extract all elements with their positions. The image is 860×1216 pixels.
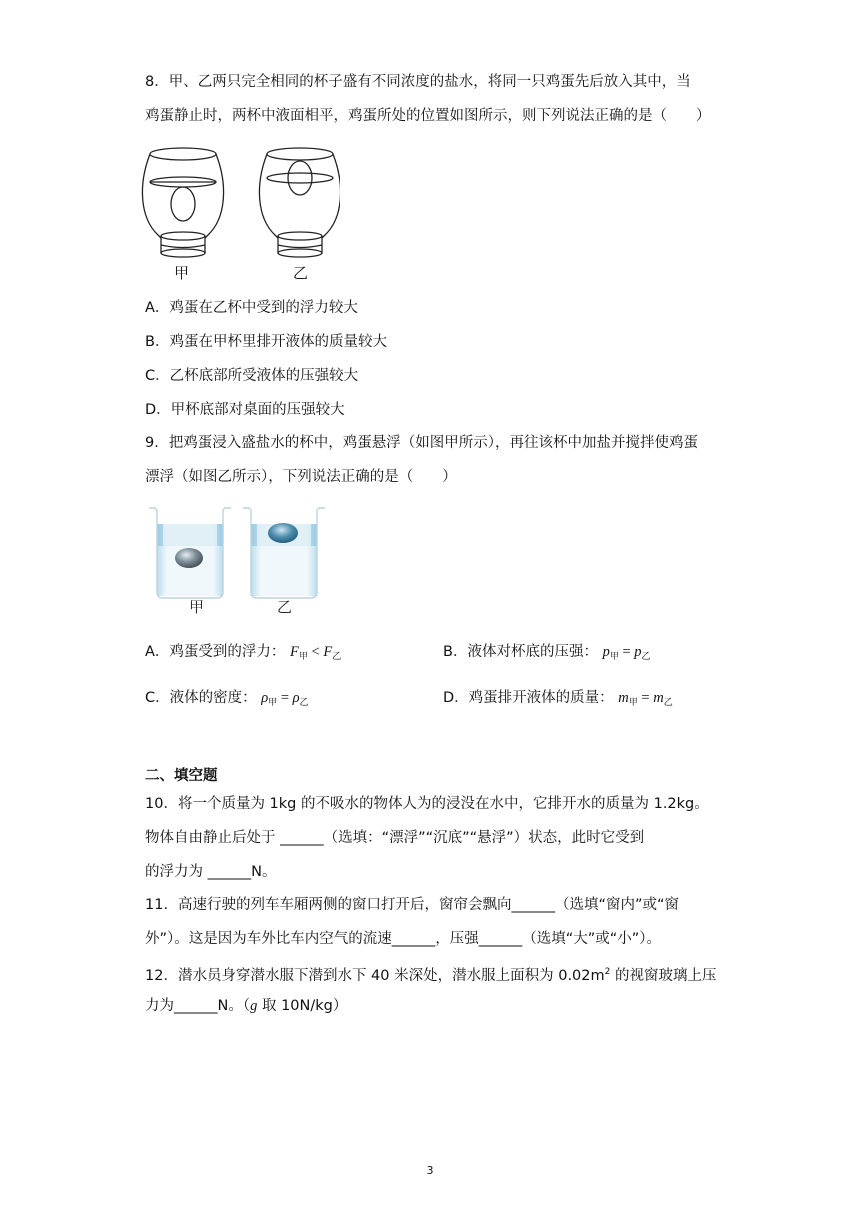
egg-jia bbox=[171, 187, 195, 221]
q8-stem-line1: 8．甲、乙两只完全相同的杯子盛有不同浓度的盐水，将同一只鸡蛋先后放入其中，当 bbox=[145, 74, 691, 90]
section-heading-fill-in: 二、填空题 bbox=[145, 768, 218, 784]
q9-option-d-formula: $m_甲 = m_乙$ bbox=[618, 690, 673, 707]
q8-option-a: A．鸡蛋在乙杯中受到的浮力较大 bbox=[145, 300, 358, 316]
q12-line1: 12．潜水员身穿潜水服下潜到水下 40 米深处，潜水服上面积为 $0.02m^2$ 的视窗玻璃上压 bbox=[145, 967, 717, 984]
q8-fig-label-yi: 乙 bbox=[293, 264, 309, 282]
q10-line1: 10．将一个质量为 1kg 的不吸水的物体人为的浸没在水中，它排开水的质量为 1.2kg。 bbox=[145, 796, 709, 812]
q9-fig-label-yi: 乙 bbox=[277, 598, 293, 616]
q9-stem-line2: 漂浮（如图乙所示），下列说法正确的是（ ） bbox=[145, 469, 457, 485]
q9-option-a-text: A．鸡蛋受到的浮力： bbox=[145, 644, 286, 660]
q9-option-b-text: B．液体对杯底的压强： bbox=[443, 644, 598, 660]
q8-option-c: C．乙杯底部所受液体的压强较大 bbox=[145, 368, 359, 384]
q9-option-d-text: D．鸡蛋排开液体的质量： bbox=[443, 690, 614, 706]
q9-option-d bbox=[443, 688, 673, 712]
egg-yi bbox=[288, 161, 312, 195]
q9-fig-label-jia: 甲 bbox=[189, 598, 205, 616]
q10-line2: 物体自由静止后处于 ______（选填：“漂浮”“沉底”“悬浮”）状态，此时它受到 bbox=[145, 830, 645, 846]
q9-option-c-formula: $\rho_甲 = \rho_乙$ bbox=[261, 690, 309, 707]
q9-option-c bbox=[145, 688, 309, 712]
q8-option-b: B．鸡蛋在甲杯里排开液体的质量较大 bbox=[145, 334, 387, 350]
q9-option-b bbox=[443, 642, 651, 666]
q8-fig-label-jia: 甲 bbox=[174, 264, 190, 282]
q8-stem-line2: 鸡蛋静止时，两杯中液面相平，鸡蛋所处的位置如图所示，则下列说法正确的是（ ） bbox=[145, 108, 711, 124]
q11-line1: 11．高速行驶的列车车厢两侧的窗口打开后，窗帘会飘向______（选填“窗内”或“窗 bbox=[145, 897, 679, 913]
cup-yi bbox=[259, 148, 340, 257]
q8-option-d: D．甲杯底部对桌面的压强较大 bbox=[145, 402, 345, 418]
page-number: 3 bbox=[426, 1164, 434, 1177]
q9-option-a bbox=[145, 642, 341, 666]
egg-yi bbox=[268, 523, 298, 543]
egg-jia bbox=[175, 548, 203, 568]
beaker-yi bbox=[243, 508, 325, 598]
q8-figure-egg-cups bbox=[140, 140, 340, 285]
q10-line3: 的浮力为 ______N。 bbox=[145, 864, 277, 880]
q11-line2: 外”）。这是因为车外比车内空气的流速______，压强______（选填“大”或“小”）。 bbox=[145, 931, 662, 947]
q9-figure-beakers bbox=[145, 500, 335, 620]
q9-option-c-text: C．液体的密度： bbox=[145, 690, 257, 706]
cup-jia bbox=[142, 148, 223, 257]
q9-stem-line1: 9．把鸡蛋浸入盛盐水的杯中，鸡蛋悬浮（如图甲所示），再往该杯中加盐并搅拌使鸡蛋 bbox=[145, 435, 698, 451]
q9-option-a-formula: $F_甲 < F_乙$ bbox=[290, 644, 342, 661]
beaker-jia bbox=[149, 508, 231, 598]
q9-option-b-formula: $p_甲 = p_乙$ bbox=[602, 644, 651, 661]
q12-line2: 力为______N。（g 取 10N/kg） bbox=[145, 998, 348, 1014]
